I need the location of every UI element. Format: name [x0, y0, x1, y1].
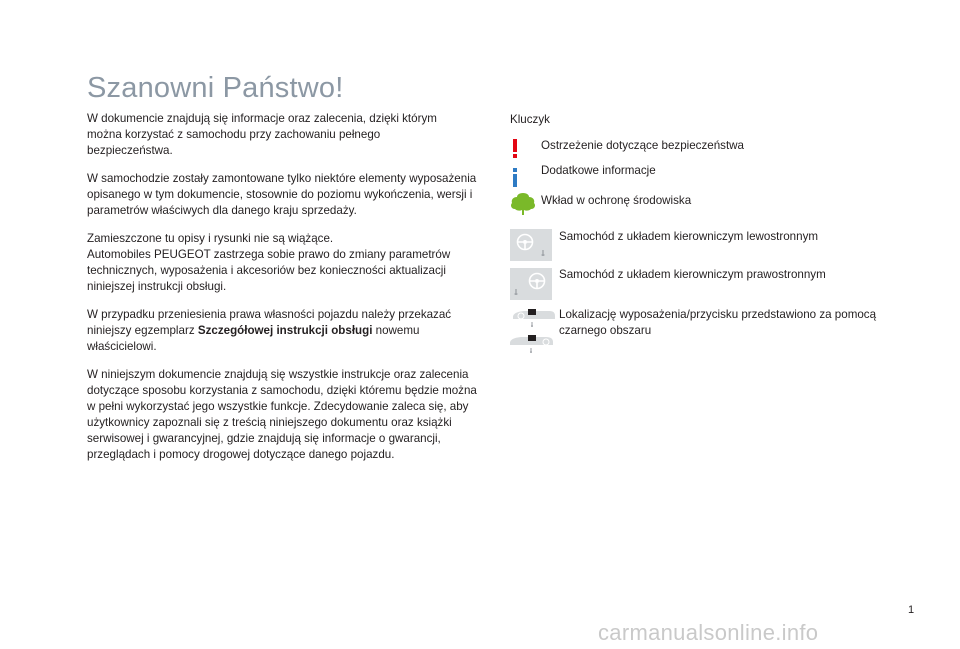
manufacturer-rights: Automobiles PEUGEOT zastrzega sobie prawo do zmiany parametrów technicznych, wyposażenia i akcesoriów bez konieczności aktualizacji niniejszej instrukcji obsługi. [87, 248, 451, 293]
lhd-label: Samochód z układem kierowniczym lewostronnym [559, 230, 819, 243]
ownership-text: W przypadku przeniesienia prawa własności pojazdu należy przekazać niniejszy egzemplarz [87, 308, 452, 337]
key-item-environment [510, 192, 692, 221]
paragraph-equipment: W samochodzie zostały zamontowane tylko niektóre elementy wyposażenia opisanego w tym dokumencie, stosownie do poziomu wykończenia, wersji i parametrów właściwych dla danego kraju sprzedaży. [87, 172, 477, 217]
manual-name: Szczegółowej instrukcji obsługi [197, 324, 373, 337]
key-title: Kluczyk [510, 113, 550, 126]
rhd-box [510, 268, 552, 300]
info-icon [510, 168, 520, 188]
environment-label: Wkład w ochronę środowiska [541, 194, 692, 207]
steering-wheel-icon [510, 229, 552, 261]
warning-icon [510, 139, 520, 159]
steering-wheel-icon-right [510, 268, 552, 300]
rhd-label: Samochód z układem kierowniczym prawostronnym [559, 268, 826, 281]
ownership-text-end: nowemu właścicielowi. [87, 324, 420, 353]
paragraph-nonbinding [87, 231, 487, 295]
info-label: Dodatkowe informacje [541, 164, 656, 177]
intro-text [87, 111, 487, 475]
warning-label: Ostrzeżenie dotyczące bezpieczeństwa [541, 139, 744, 152]
leaf-icon [510, 192, 536, 216]
paragraph-instructions: W niniejszym dokumencie znajdują się wszystkie instrukcje oraz zalecenia dotyczące sposobu korzystania z samochodu, dzięki któremu będzie można w pełni wykorzystać jego wszystkie funkcje. Zdecydowanie zaleca się, aby użytkownicy zapoznali się z treścią niniejszego dokumentu oraz książki serwisowej i gwarancyjnej, gdzie znajdują się informacje o gwarancji, przeglądach i pomocy drogowej dotyczące danego pojazdu. [87, 368, 477, 461]
watermark: carmanualsonline.info [598, 620, 819, 645]
page-title: Szanowni Państwo! [87, 72, 344, 104]
paragraph-ownership [87, 307, 487, 355]
nonbinding-line: Zamieszczone tu opisy i rysunki nie są wiążące. [87, 232, 334, 245]
location-label: Lokalizację wyposażenia/przycisku przedstawiono za pomocą czarnego obszaru [559, 308, 877, 337]
page-number: 1 [908, 604, 915, 616]
key-item-location [510, 308, 877, 365]
paragraph-safety: W dokumencie znajdują się informacje oraz zalecenia, dzięki którym można korzystać z samochodu przy zachowaniu pełnego bezpieczeństwa. [87, 112, 437, 157]
lhd-box [510, 229, 552, 261]
location-icon [510, 308, 558, 360]
